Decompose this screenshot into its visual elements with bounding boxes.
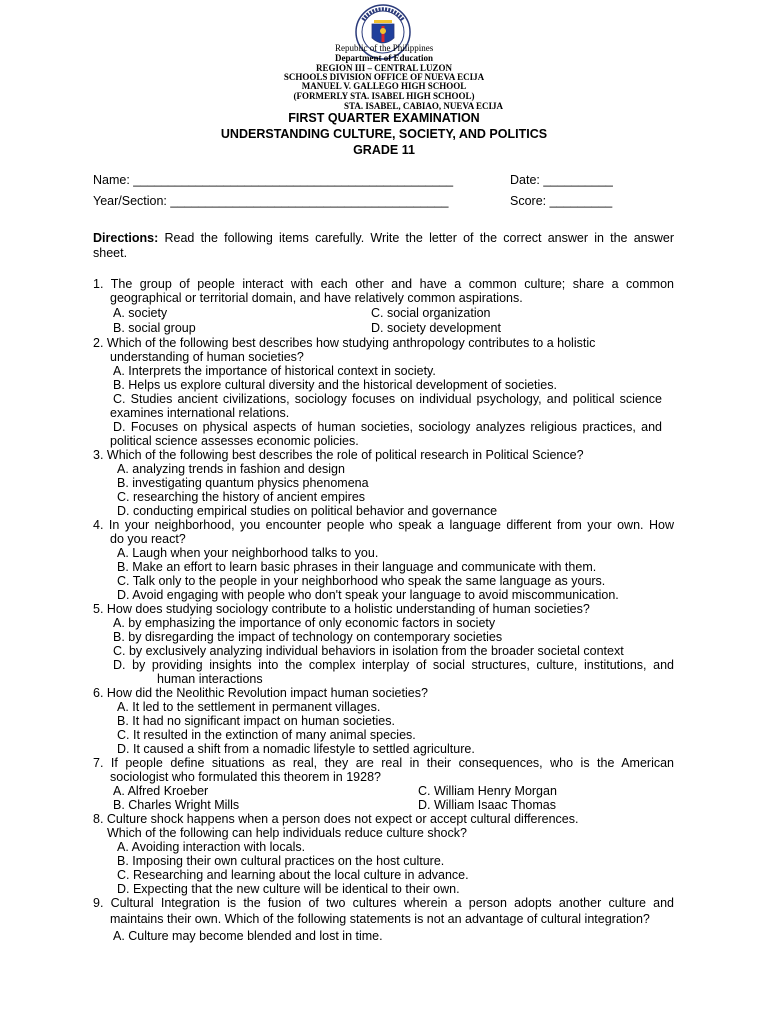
q2-option-d: D. Focuses on physical aspects of human societies, sociology analyzes religious practices, and xyxy=(113,420,662,434)
q5-option-d: D. by providing insights into the complex interplay of social structures, culture, institutions, and xyxy=(113,658,674,672)
question-9-cont: maintains their own. Which of the following statements is not an advantage of cultural integration? xyxy=(110,912,650,926)
question-8-cont: Which of the following can help individuals reduce culture shock? xyxy=(107,826,467,840)
date-field[interactable]: Date: __________ xyxy=(510,173,613,187)
q2-option-b: B. Helps us explore cultural diversity and the historical development of societies. xyxy=(113,378,557,392)
q5-option-a: A. by emphasizing the importance of only economic factors in society xyxy=(113,616,496,630)
question-8: 8. Culture shock happens when a person does not expect or accept cultural differences. xyxy=(93,812,579,826)
q1-option-a: A. society xyxy=(113,306,168,320)
q3-option-b: B. investigating quantum physics phenomena xyxy=(117,476,369,490)
q2-option-d-cont: political science assesses economic policies. xyxy=(110,434,359,448)
q1-option-c: C. social organization xyxy=(371,306,491,320)
question-1-cont: geographical or territorial domain, and have relatively common aspirations. xyxy=(110,291,523,305)
name-field[interactable]: Name: ______________________________________________ xyxy=(93,173,454,187)
question-7-cont: sociologist who formulated this theorem in 1928? xyxy=(110,770,381,784)
q4-option-a: A. Laugh when your neighborhood talks to you. xyxy=(117,546,379,560)
header-republic: Republic of the Philippines xyxy=(335,43,434,53)
question-7: 7. If people define situations as real, they are real in their consequences, who is the American xyxy=(93,756,674,770)
q3-option-a: A. analyzing trends in fashion and design xyxy=(117,462,345,476)
q7-option-d: D. William Isaac Thomas xyxy=(418,798,556,812)
year-section-field[interactable]: Year/Section: ________________________________________ xyxy=(93,194,449,208)
q8-option-b: B. Imposing their own cultural practices on the host culture. xyxy=(117,854,445,868)
q9-option-a: A. Culture may become blended and lost in time. xyxy=(113,929,383,943)
question-4: 4. In your neighborhood, you encounter people who speak a language different from your own. How xyxy=(93,518,674,532)
question-2: 2. Which of the following best describes how studying anthropology contributes to a holistic xyxy=(93,336,596,350)
header-former-name: (FORMERLY STA. ISABEL HIGH SCHOOL) xyxy=(293,91,475,101)
directions-text-cont: sheet. xyxy=(93,246,128,260)
subject-title: UNDERSTANDING CULTURE, SOCIETY, AND POLITICS xyxy=(220,127,548,141)
header-address: STA. ISABEL, CABIAO, NUEVA ECIJA xyxy=(344,101,503,111)
q7-option-a: A. Alfred Kroeber xyxy=(113,784,209,798)
q5-option-d-cont: human interactions xyxy=(157,672,263,686)
q8-option-a: A. Avoiding interaction with locals. xyxy=(117,840,306,854)
grade-title: GRADE 11 xyxy=(353,143,415,157)
header-division: SCHOOLS DIVISION OFFICE OF NUEVA ECIJA xyxy=(283,72,485,82)
q1-option-d: D. society development xyxy=(371,321,501,335)
question-2-cont: understanding of human societies? xyxy=(110,350,304,364)
header-region: REGION III – CENTRAL LUZON xyxy=(315,63,453,73)
question-4-cont: do you react? xyxy=(110,532,186,546)
q3-option-d: D. conducting empirical studies on political behavior and governance xyxy=(117,504,498,518)
question-3: 3. Which of the following best describes the role of political research in Political Science? xyxy=(93,448,584,462)
question-9: 9. Cultural Integration is the fusion of two cultures wherein a person adopts another culture and xyxy=(93,896,674,910)
question-5: 5. How does studying sociology contribute to a holistic understanding of human societies? xyxy=(93,602,590,616)
q4-option-c: C. Talk only to the people in your neighborhood who speak the same language as yours. xyxy=(117,574,606,588)
score-field[interactable]: Score: _________ xyxy=(510,194,613,208)
question-6: 6. How did the Neolithic Revolution impact human societies? xyxy=(93,686,428,700)
q3-option-c: C. researching the history of ancient empires xyxy=(117,490,366,504)
header-school: MANUEL V. GALLEGO HIGH SCHOOL xyxy=(301,81,467,91)
q7-option-b: B. Charles Wright Mills xyxy=(113,798,240,812)
directions-label: Directions: xyxy=(93,231,159,245)
q6-option-c: C. It resulted in the extinction of many animal species. xyxy=(117,728,416,742)
q2-option-c-cont: examines international relations. xyxy=(110,406,290,420)
q5-option-c: C. by exclusively analyzing individual behaviors in isolation from the broader societal context xyxy=(113,644,624,658)
q4-option-d: D. Avoid engaging with people who don't speak your language to avoid miscommunication. xyxy=(117,588,619,602)
directions-text: Read the following items carefully. Write the letter of the correct answer in the answer xyxy=(158,231,674,245)
q1-option-b: B. social group xyxy=(113,321,196,335)
q6-option-b: B. It had no significant impact on human societies. xyxy=(117,714,395,728)
q6-option-d: D. It caused a shift from a nomadic lifestyle to settled agriculture. xyxy=(117,742,475,756)
q2-option-c: C. Studies ancient civilizations, sociology focuses on individual psychology, and political science xyxy=(113,392,662,406)
directions xyxy=(93,231,674,245)
header-department: Department of Education xyxy=(335,53,433,63)
q6-option-a: A. It led to the settlement in permanent villages. xyxy=(117,700,381,714)
exam-title: FIRST QUARTER EXAMINATION xyxy=(288,111,480,125)
q8-option-d: D. Expecting that the new culture will be identical to their own. xyxy=(117,882,460,896)
question-1: 1. The group of people interact with each other and have a common culture; share a common xyxy=(93,277,674,291)
q2-option-a: A. Interprets the importance of historical context in society. xyxy=(113,364,436,378)
q7-option-c: C. William Henry Morgan xyxy=(418,784,557,798)
q4-option-b: B. Make an effort to learn basic phrases in their language and communicate with them. xyxy=(117,560,597,574)
q8-option-c: C. Researching and learning about the local culture in advance. xyxy=(117,868,469,882)
q5-option-b: B. by disregarding the impact of technology on contemporary societies xyxy=(113,630,503,644)
